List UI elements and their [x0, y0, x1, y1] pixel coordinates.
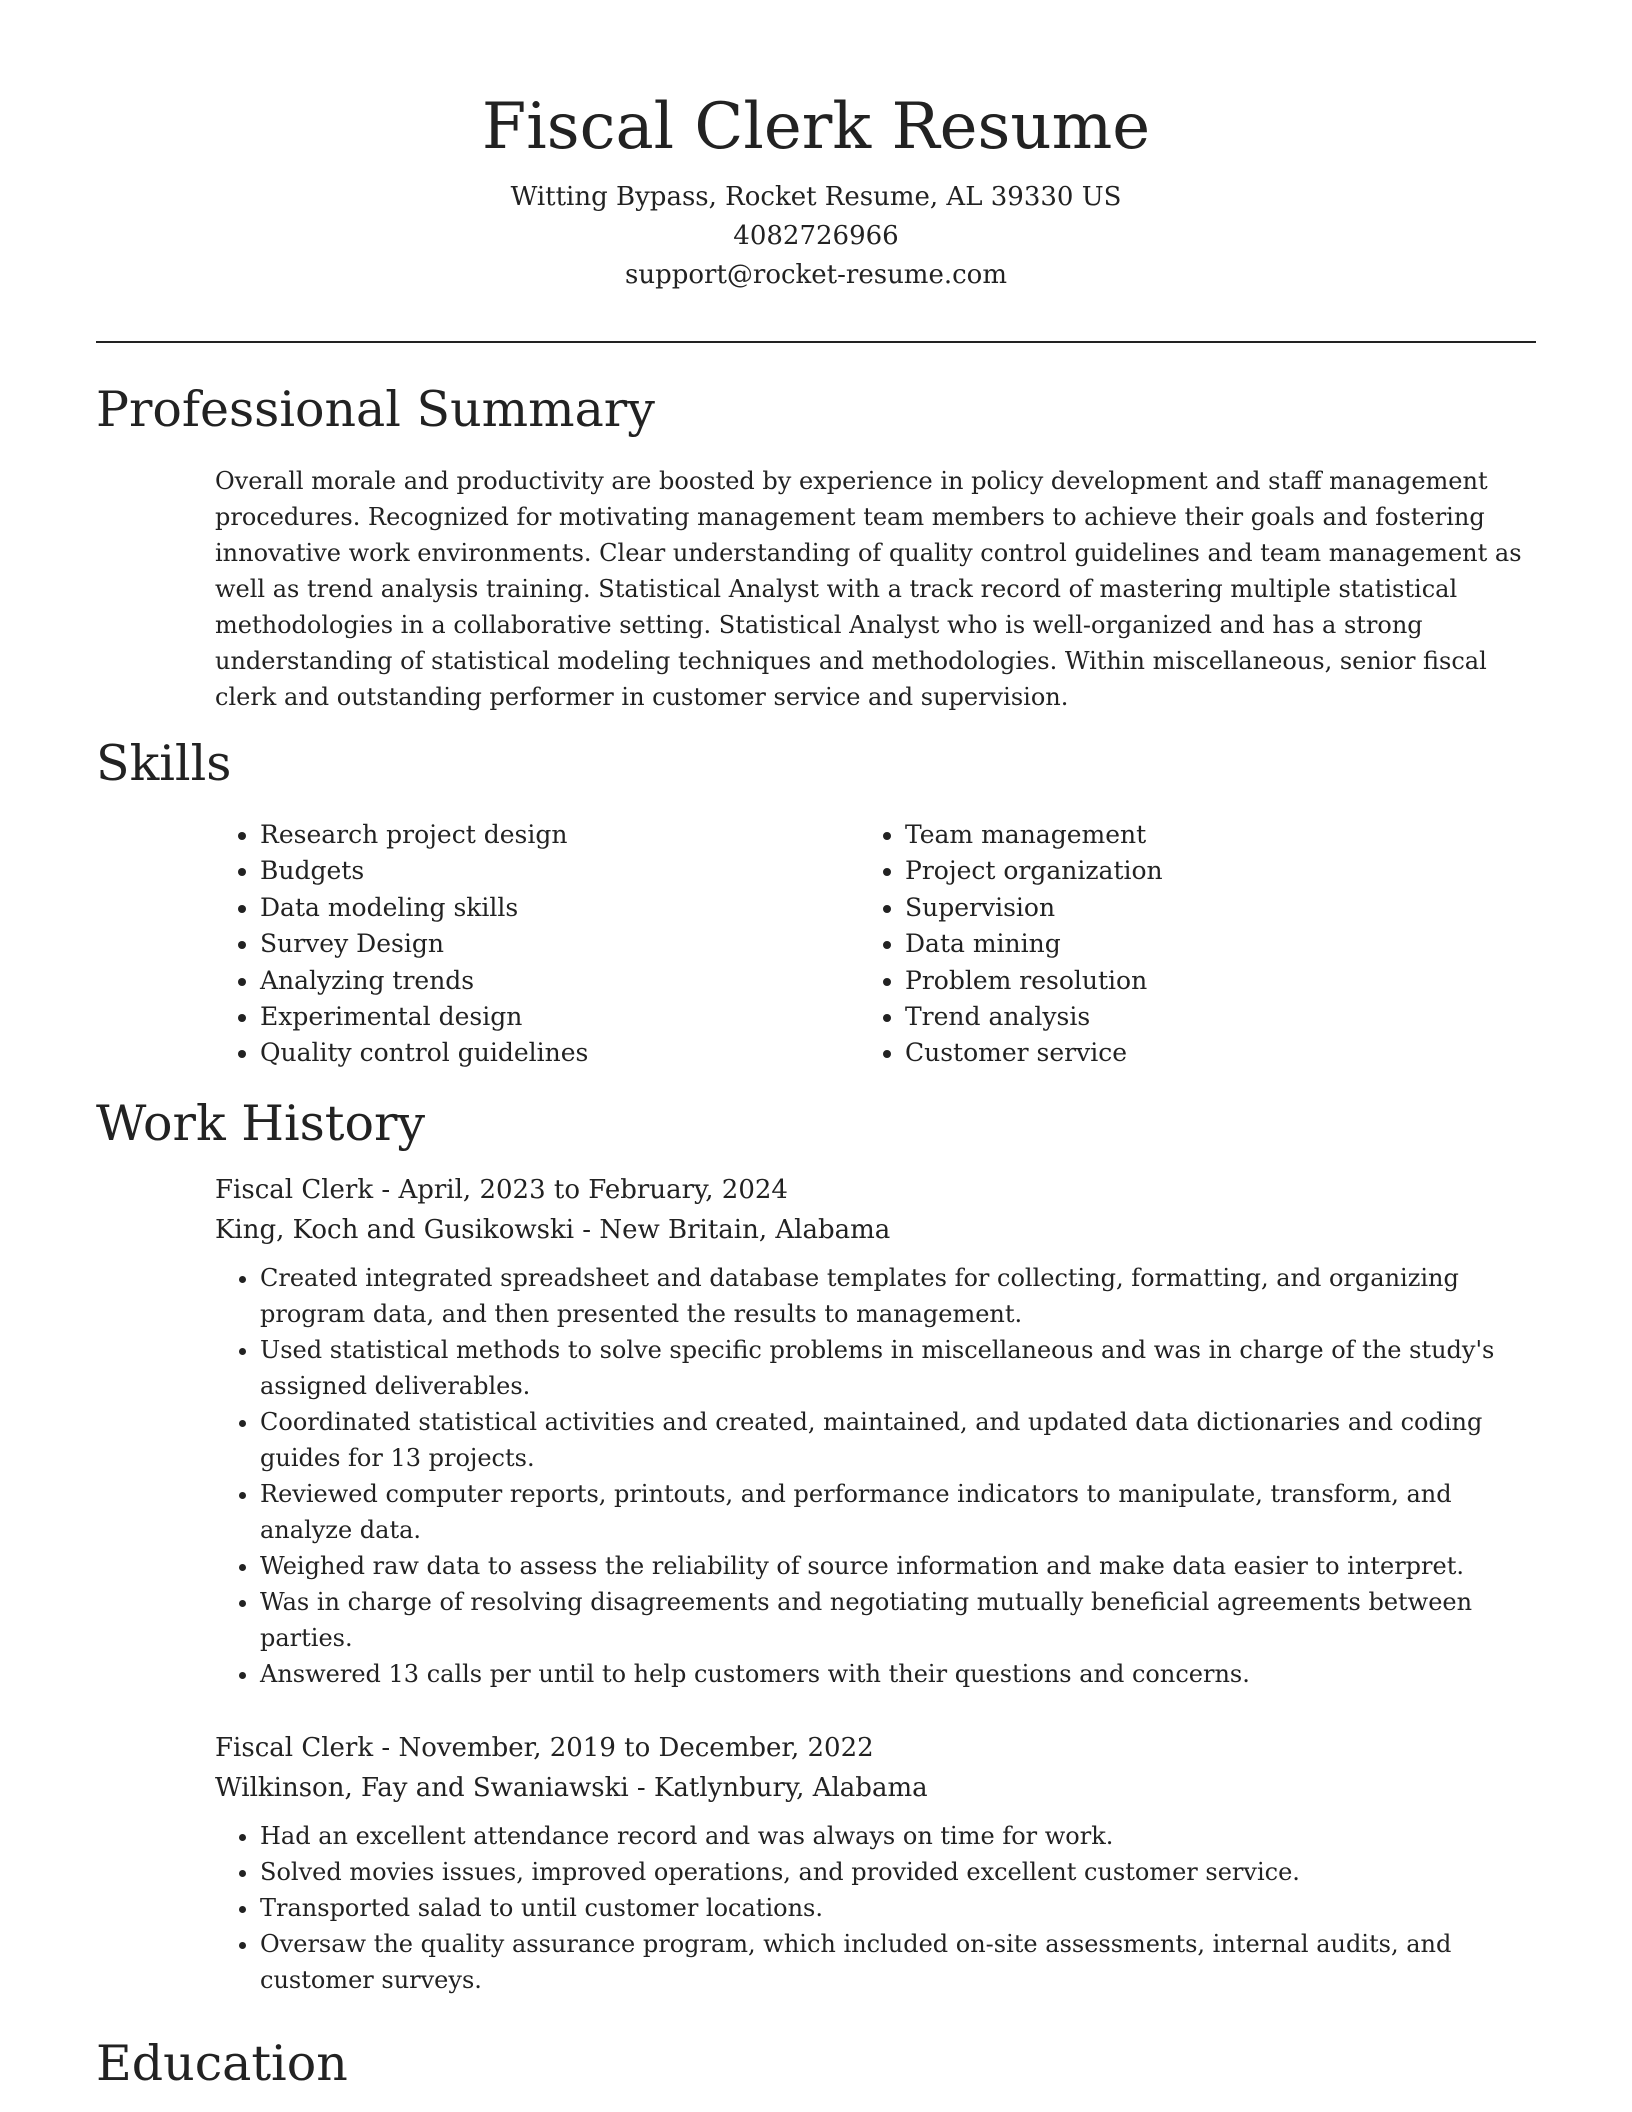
job-company: Wilkinson, Fay and Swaniawski: [215, 1773, 629, 1803]
skills-list-left: [215, 817, 860, 1072]
list-item: • Had an excellent attendance record and was always on time for work.: [260, 1818, 1536, 1854]
summary-heading: Professional Summary: [96, 381, 655, 438]
skill-item: • Quality control guidelines: [260, 1035, 860, 1071]
skills-list-right: [860, 817, 1505, 1072]
skill-item: • Supervision: [905, 890, 1505, 926]
job-bullets: [215, 1818, 1536, 1998]
address: Witting Bypass, Rocket Resume, AL 39330 US: [510, 182, 1122, 212]
summary-text: Overall morale and productivity are boosted by experience in policy development and staff management procedures. Recognized for motivating management team members to achieve their goals and fostering innovative work environments. Clear understanding of quality control guidelines and team management as well as trend analysis training. Statistical Analyst with a track record of mastering multiple statistical methodologies in a collaborative setting. Statistical Analyst who is well-organized and has a strong understanding of statistical modeling techniques and methodologies. Within miscellaneous, senior fiscal clerk and outstanding performer in customer service and supervision.: [215, 467, 1522, 711]
list-item: • Transported salad to until customer locations.: [260, 1890, 1536, 1926]
skill-item: • Customer service: [905, 1035, 1505, 1071]
header-divider: [96, 341, 1536, 343]
job-dates: April, 2023 to February, 2024: [398, 1175, 788, 1205]
list-item: • Created integrated spreadsheet and database templates for collecting, formatting, and organizing program data, and then presented the results to management.: [260, 1260, 1536, 1332]
list-item: • Reviewed computer reports, printouts, and performance indicators to manipulate, transform, and analyze data.: [260, 1476, 1536, 1548]
phone: 4082726966: [733, 221, 899, 251]
separator: -: [574, 1215, 600, 1245]
resume-title: Fiscal Clerk Resume: [481, 90, 1151, 164]
skill-item: • Budgets: [260, 853, 860, 889]
skill-item: • Problem resolution: [905, 963, 1505, 999]
job-location: New Britain, Alabama: [599, 1215, 891, 1245]
skill-item: • Experimental design: [260, 999, 860, 1035]
list-item: • Was in charge of resolving disagreements and negotiating mutually beneficial agreements between parties.: [260, 1584, 1536, 1656]
skill-item: • Research project design: [260, 817, 860, 853]
list-item: • Used statistical methods to solve specific problems in miscellaneous and was in charge of the study's assigned deliverables.: [260, 1332, 1536, 1404]
skill-item: • Data mining: [905, 926, 1505, 962]
job-entry: [215, 1170, 1536, 1692]
job-location: Katlynbury, Alabama: [654, 1773, 928, 1803]
separator: -: [628, 1773, 654, 1803]
skill-item: • Team management: [905, 817, 1505, 853]
resume-header: [96, 82, 1536, 295]
list-item: • Solved movies issues, improved operations, and provided excellent customer service.: [260, 1854, 1536, 1890]
job-company-line: [215, 1768, 1536, 1808]
list-item: • Weighed raw data to assess the reliability of source information and make data easier to interpret.: [260, 1548, 1536, 1584]
separator: -: [373, 1733, 399, 1763]
job-title-line: [215, 1728, 1536, 1768]
skills-heading: Skills: [96, 735, 232, 792]
skill-item: • Analyzing trends: [260, 963, 860, 999]
separator: -: [373, 1175, 399, 1205]
work-history-heading: Work History: [96, 1095, 426, 1152]
skill-item: • Survey Design: [260, 926, 860, 962]
job-company: King, Koch and Gusikowski: [215, 1215, 575, 1245]
skill-item: • Trend analysis: [905, 999, 1505, 1035]
job-title: Fiscal Clerk: [215, 1175, 374, 1205]
job-title: Fiscal Clerk: [215, 1733, 374, 1763]
job-dates: November, 2019 to December, 2022: [398, 1733, 874, 1763]
job-company-line: [215, 1210, 1536, 1250]
job-title-line: [215, 1170, 1536, 1210]
job-bullets: [215, 1260, 1536, 1692]
list-item: • Answered 13 calls per until to help customers with their questions and concerns.: [260, 1656, 1536, 1692]
email: support@rocket-resume.com: [624, 260, 1007, 290]
list-item: • Oversaw the quality assurance program, which included on-site assessments, internal audits, and customer surveys.: [260, 1926, 1536, 1998]
skill-item: • Data modeling skills: [260, 890, 860, 926]
list-item: • Coordinated statistical activities and created, maintained, and updated data dictionaries and coding guides for 13 projects.: [260, 1404, 1536, 1476]
education-heading: Education: [96, 2035, 348, 2092]
job-entry: [215, 1728, 1536, 1998]
skill-item: • Project organization: [905, 853, 1505, 889]
